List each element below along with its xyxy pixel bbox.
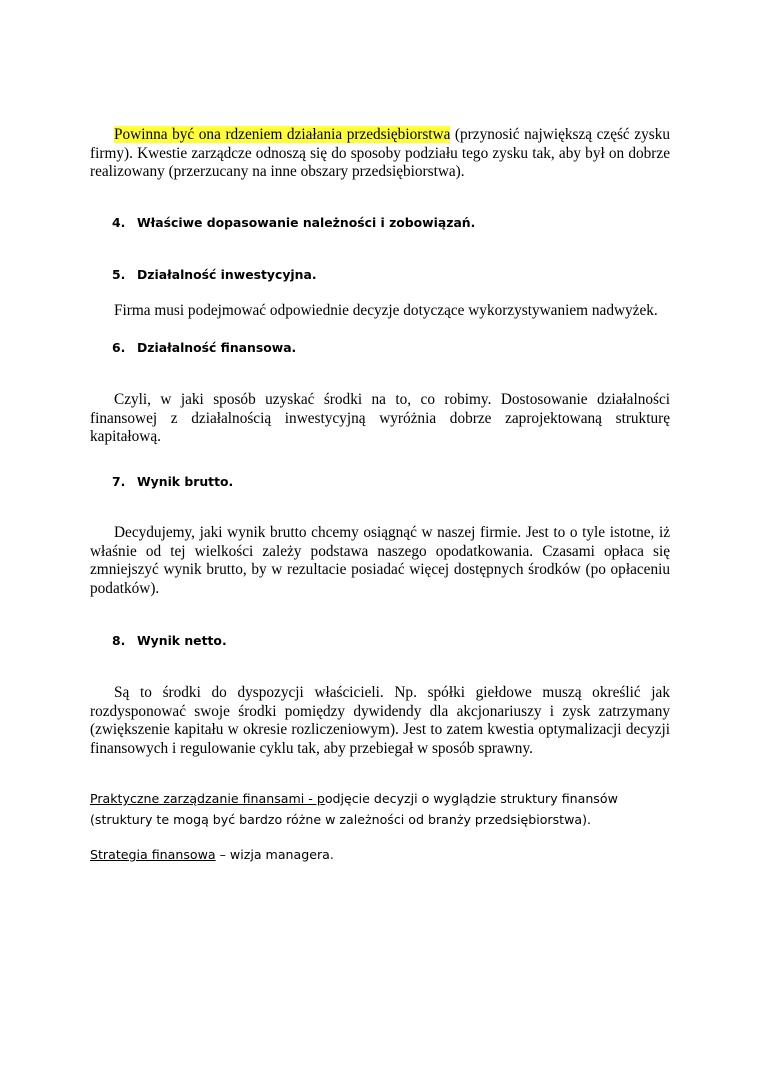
heading-5 (112, 267, 317, 283)
paragraph-financial: Czyli, w jaki sposób uzyskać środki na to, co robimy. Dostosowanie działalności finansowej z działalnością inwestycyjną wyróżnia dobrze zaprojektowaną strukturę kapitałową. (90, 391, 670, 445)
practical-rest: odjęcie decyzji o wyglądzie struktury finansów (324, 791, 618, 806)
heading-text: Działalność finansowa. (137, 340, 297, 355)
heading-text: Wynik netto. (137, 633, 227, 648)
underlined-term: Praktyczne zarządzanie finansami - p (90, 791, 325, 806)
heading-number: 7. (112, 474, 126, 489)
underlined-term: Strategia finansowa (90, 847, 216, 862)
practical-management-text (90, 789, 690, 830)
highlighted-text: Powinna być ona rdzeniem działania przedsiębiorstwa (114, 126, 451, 143)
heading-8 (112, 633, 227, 649)
heading-text: Wynik brutto. (137, 474, 234, 489)
heading-7 (112, 474, 233, 490)
heading-4 (112, 215, 475, 231)
heading-text: Działalność inwestycyjna. (137, 267, 317, 282)
paragraph-text: (przynosić największą część zysku firmy). Kwestie zarządcze odnoszą się do sposoby podziału tego zysku tak, aby był on dobrze realizowany (przerzucany na inne obszary przedsiębiorstwa). (90, 126, 670, 180)
practical-line2: (struktury te mogą być bardzo różne w zależności od branży przedsiębiorstwa). (90, 811, 592, 827)
strategy-rest: – wizja managera. (215, 847, 334, 862)
heading-number: 4. (112, 215, 126, 230)
financial-strategy-text (90, 845, 690, 866)
heading-text: Właściwe dopasowanie należności i zobowiązań. (137, 215, 476, 230)
paragraph-gross-result: Decydujemy, jaki wynik brutto chcemy osiągnąć w naszej firmie. Jest to o tyle istotne, iż właśnie od tej wielkości zależy podstawa naszego opodatkowania. Czasami opłaca się zmniejszyć wynik brutto, by w rezultacie posiadać więcej dostępnych środków (po opłaceniu podatków). (90, 524, 670, 597)
paragraph-net-result: Są to środki do dyspozycji właścicieli. Np. spółki giełdowe muszą określić jak rozdysponować swoje środki pomiędzy dywidendy dla akcjonariuszy i zysk zatrzymany (zwiększenie kapitału w okresie rozliczeniowym). Jest to zatem kwestia optymalizacji decyzji finansowych i regulowanie cyklu tak, aby przebiegał w sposób sprawny. (90, 684, 670, 757)
heading-number: 6. (112, 340, 126, 355)
heading-number: 8. (112, 633, 126, 648)
paragraph-core-activity (90, 126, 670, 182)
heading-number: 5. (112, 267, 126, 282)
paragraph-investment: Firma musi podejmować odpowiednie decyzje dotyczące wykorzystywaniem nadwyżek. (114, 302, 658, 319)
heading-6 (112, 340, 296, 356)
